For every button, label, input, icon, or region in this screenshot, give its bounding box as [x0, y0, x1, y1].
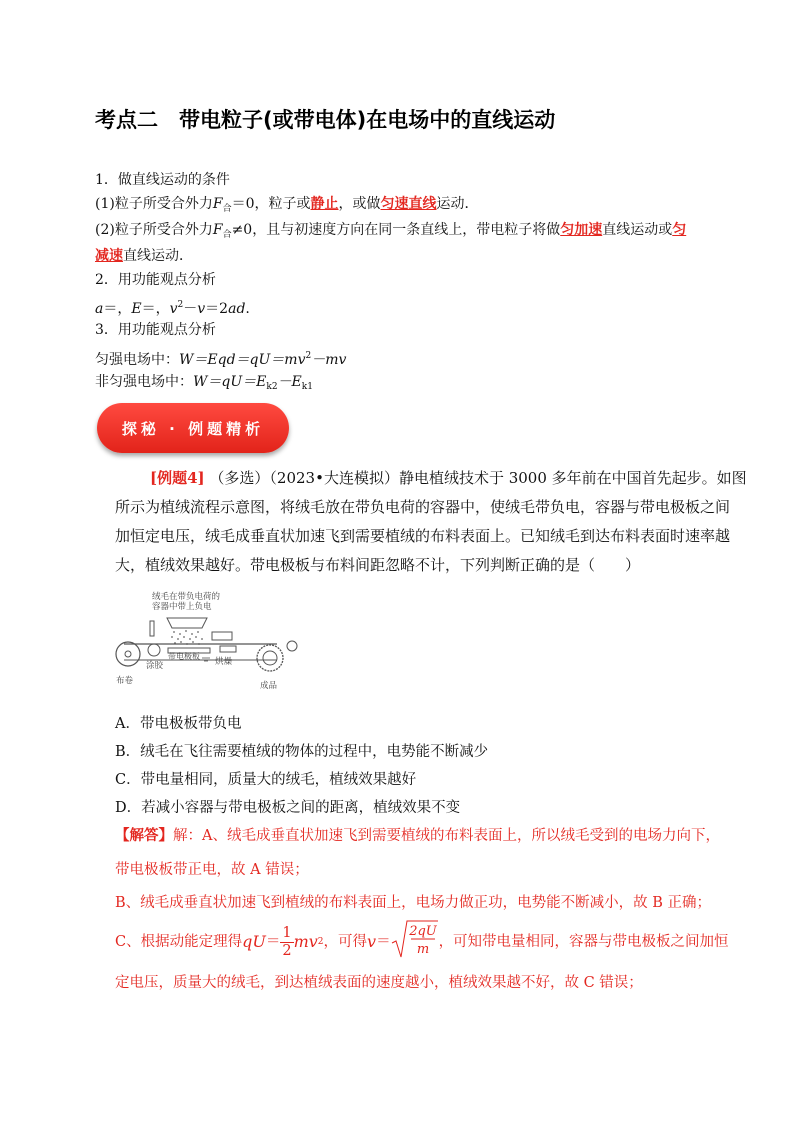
text: 直线运动．: [123, 248, 193, 264]
option-d[interactable]: D．若减小容器与带电极板之间的距离，植绒效果不变: [115, 800, 461, 816]
answer-c-line-2: 定电压，质量大的绒毛，到达植绒表面的速度越小，植绒效果越不好，故 C 错误；: [115, 975, 643, 991]
text: ，可知带电量相同，容器与带电极板之间加恒: [438, 934, 729, 950]
var: v: [367, 932, 377, 951]
sup: 2: [317, 937, 324, 947]
var-f: F: [212, 196, 223, 212]
text: 解：A、绒毛成垂直状加速飞到需要植绒的布料表面上，所以绒毛受到的电场力向下，: [173, 828, 720, 844]
page-title: 考点二 带电粒子(或带电体)在电场中的直线运动: [95, 108, 556, 132]
option-c[interactable]: C．带电量相同，质量大的绒毛，植绒效果越好: [115, 772, 417, 788]
glue-roller: [148, 644, 160, 656]
answer-b: B、绒毛成垂直状加速飞到植绒的布料表面上，电场力做正功，电势能不断减小，故 B 正确；: [115, 895, 712, 911]
text: ≠0，且与初速度方向在同一条直线上，带电粒子将做: [231, 222, 561, 238]
example-line-3: 加恒定电压，绒毛成垂直状加速飞到需要植绒的布料表面上。已知绒毛到达布料表面时速率越: [115, 527, 731, 545]
sqrt-numerator: 2qU: [408, 924, 437, 939]
sub: 合: [222, 204, 232, 214]
product-roll: [257, 645, 283, 671]
label-roll: 布卷: [116, 676, 134, 686]
sub: k2: [266, 382, 278, 392]
s3-uniform: [95, 346, 346, 370]
sqrt-expression: [391, 919, 439, 965]
highlight: 减速: [95, 248, 123, 264]
product-inner: [263, 651, 277, 665]
text: ＝，: [103, 301, 132, 317]
option-b[interactable]: B．绒毛在飞往需要植绒的物体的过程中，电势能不断减少: [115, 744, 489, 760]
highlight: 匀速直线: [380, 196, 437, 212]
formula: W＝qU＝E: [193, 374, 267, 390]
label: 匀强电场中：: [95, 352, 179, 368]
s1-line-1: [95, 194, 479, 219]
text: 直线运动或: [602, 222, 673, 238]
idler-roller: [287, 641, 297, 651]
example-tag: [例题4]: [150, 469, 205, 487]
option-a[interactable]: A．带电极板带负电: [115, 716, 242, 732]
label-plate: 带电极板: [168, 652, 200, 661]
text: －: [183, 301, 198, 317]
container-shape: [167, 618, 207, 628]
highlight: 匀加速: [560, 222, 603, 238]
label-glue: 涂胶: [146, 661, 164, 671]
label-container-1: 绒毛在带负电荷的: [152, 592, 221, 602]
text: .: [245, 301, 250, 317]
s1-heading: 1．做直线运动的条件: [95, 172, 230, 188]
label: 非匀强电场中：: [95, 374, 193, 390]
highlight: 匀: [672, 222, 687, 238]
example-line-1: [115, 464, 747, 493]
formula: W＝Eqd＝qU＝mv: [179, 352, 306, 368]
var: mv: [293, 932, 318, 951]
s1-line-2: [95, 220, 686, 245]
example-paragraph: [115, 464, 747, 580]
answer-a-line-1: [115, 826, 720, 846]
s1-line-3: [95, 246, 193, 266]
text: ，或做: [338, 196, 381, 212]
sup: 2: [177, 300, 184, 310]
fibers: [171, 630, 203, 645]
cloth-roll: [116, 642, 140, 666]
s3-heading: 3．用功能观点分析: [95, 322, 216, 338]
section-banner: [97, 403, 289, 453]
dryer-top: [212, 632, 232, 640]
flocking-process-diagram: [112, 588, 307, 693]
sqrt-denominator: m: [416, 942, 429, 957]
text: ＝0，粒子或: [231, 196, 311, 212]
var: E: [131, 301, 142, 317]
answer-a-line-2: 带电极板带正电，故 A 错误；: [115, 862, 309, 878]
var-f: F: [212, 222, 223, 238]
label-dry: 烘燥: [215, 657, 233, 667]
dryer-box: [220, 646, 236, 652]
roll-center: [125, 651, 131, 657]
sub: 合: [222, 230, 232, 240]
example-line-2: 所示为植绒流程示意图，将绒毛放在带负电荷的容器中，使绒毛带负电，容器与带电极板之间: [115, 498, 731, 516]
var: a: [95, 301, 104, 317]
denominator: 2: [282, 942, 292, 959]
text: ，可得: [323, 934, 368, 950]
numerator: 1: [282, 924, 292, 941]
label-product: 成品: [260, 681, 278, 691]
text: (2)粒子所受合外力: [95, 222, 213, 238]
text: ＝，: [141, 301, 170, 317]
formula: －E: [277, 374, 302, 390]
sqrt-svg: [391, 919, 439, 959]
text: ＝2: [205, 301, 229, 317]
text: (1)粒子所受合外力: [95, 196, 213, 212]
answer-c-line-1: [115, 920, 729, 964]
var: v: [169, 301, 178, 317]
s2-formula: [95, 295, 250, 319]
text: 运动．: [436, 196, 479, 212]
s3-nonuniform: [95, 372, 313, 397]
example-line-4: 大，植绒效果越好。带电极板与布料间距忽略不计，下列判断正确的是（ ）: [115, 556, 641, 574]
glue-bar: [150, 621, 154, 636]
answer-tag: 【解答】: [115, 827, 173, 844]
fraction-half: [280, 925, 293, 960]
var: ad: [228, 301, 246, 317]
label-container-2: 容器中带上负电: [152, 602, 212, 612]
text: （多选）（2023•大连模拟）静电植绒技术于 3000 多年前在中国首先起步。如图: [209, 469, 747, 487]
formula: －mv: [311, 352, 347, 368]
banner-label: 探秘 · 例题精析: [121, 419, 265, 438]
text: ＝: [265, 934, 281, 950]
var: qU: [242, 932, 266, 951]
s2-heading: 2．用功能观点分析: [95, 272, 216, 288]
var: v: [197, 301, 206, 317]
sup: 2: [305, 351, 312, 361]
text: ＝: [376, 934, 391, 950]
highlight: 静止: [310, 196, 339, 212]
text: C、根据动能定理得: [115, 934, 243, 950]
sub: k1: [301, 382, 313, 392]
